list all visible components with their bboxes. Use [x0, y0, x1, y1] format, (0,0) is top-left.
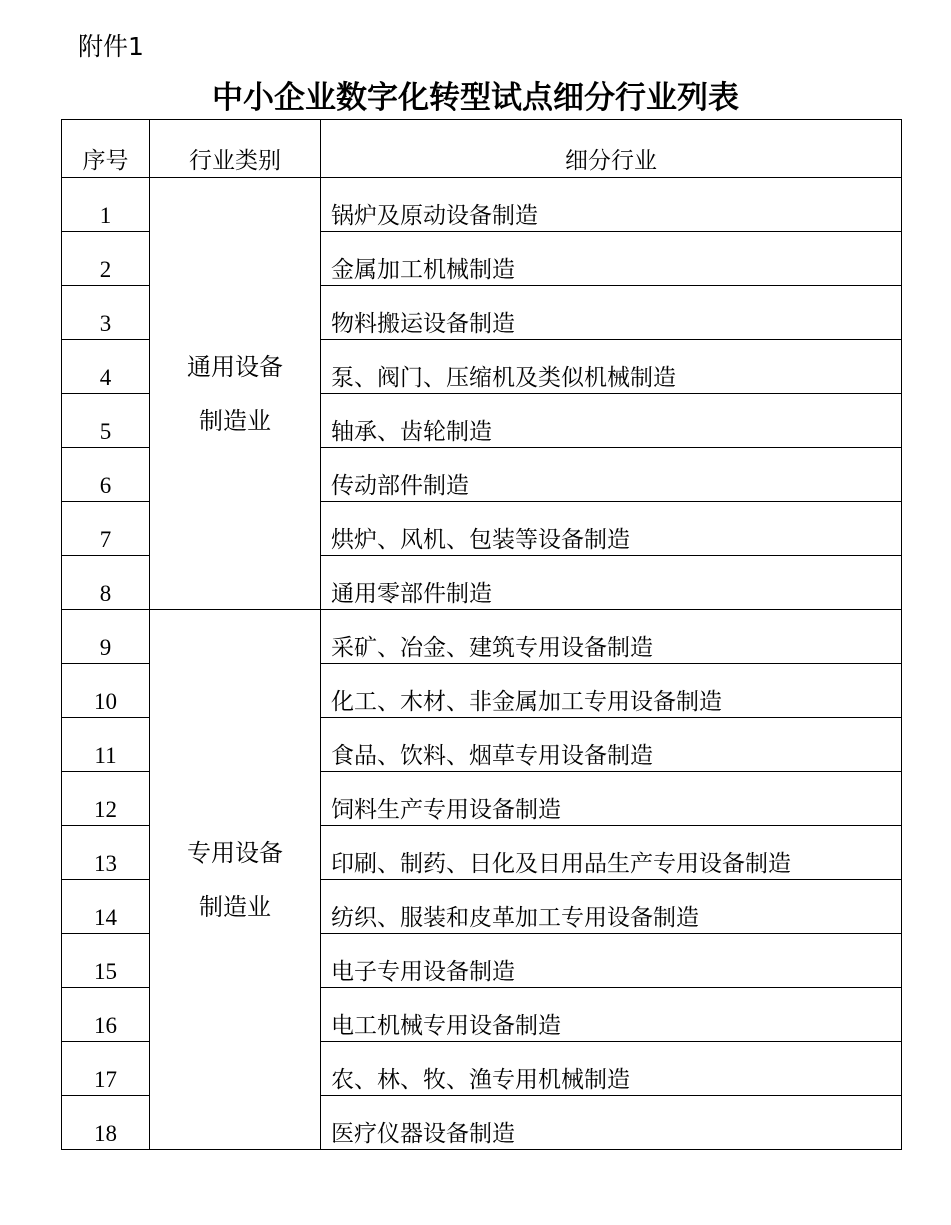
row-subsector: 传动部件制造: [321, 448, 902, 502]
row-subsector: 物料搬运设备制造: [321, 286, 902, 340]
table-row: [62, 178, 902, 232]
row-subsector: 化工、木材、非金属加工专用设备制造: [321, 664, 902, 718]
row-seq: 2: [62, 232, 150, 286]
row-subsector: 食品、饮料、烟草专用设备制造: [321, 718, 902, 772]
row-subsector: 电工机械专用设备制造: [321, 988, 902, 1042]
row-subsector: 烘炉、风机、包装等设备制造: [321, 502, 902, 556]
row-subsector: 饲料生产专用设备制造: [321, 772, 902, 826]
row-seq: 5: [62, 394, 150, 448]
row-seq: 15: [62, 934, 150, 988]
row-subsector: 纺织、服装和皮革加工专用设备制造: [321, 880, 902, 934]
row-seq: 18: [62, 1096, 150, 1150]
row-seq: 10: [62, 664, 150, 718]
row-subsector: 锅炉及原动设备制造: [321, 178, 902, 232]
table-header-row: [62, 120, 902, 178]
row-subsector: 采矿、冶金、建筑专用设备制造: [321, 610, 902, 664]
row-seq: 7: [62, 502, 150, 556]
category-label-line2: 制造业: [199, 892, 271, 921]
row-subsector: 农、林、牧、渔专用机械制造: [321, 1042, 902, 1096]
row-subsector: 金属加工机械制造: [321, 232, 902, 286]
attachment-label: 附件1: [78, 32, 144, 61]
header-category: 行业类别: [150, 120, 321, 178]
row-subsector: 通用零部件制造: [321, 556, 902, 610]
row-seq: 6: [62, 448, 150, 502]
row-seq: 14: [62, 880, 150, 934]
subsector-table: [61, 119, 902, 1150]
document-title: 中小企业数字化转型试点细分行业列表: [212, 80, 739, 116]
category-label-line1: 专用设备: [187, 838, 283, 867]
row-seq: 8: [62, 556, 150, 610]
table-row: [62, 610, 902, 664]
row-seq: 3: [62, 286, 150, 340]
row-subsector: 泵、阀门、压缩机及类似机械制造: [321, 340, 902, 394]
header-subsector: 细分行业: [321, 120, 902, 178]
category-label-line1: 通用设备: [187, 352, 283, 381]
row-seq: 16: [62, 988, 150, 1042]
row-subsector: 医疗仪器设备制造: [321, 1096, 902, 1150]
row-seq: 12: [62, 772, 150, 826]
category-cell: [150, 178, 321, 610]
row-seq: 1: [62, 178, 150, 232]
row-seq: 9: [62, 610, 150, 664]
row-subsector: 印刷、制药、日化及日用品生产专用设备制造: [321, 826, 902, 880]
header-seq: 序号: [62, 120, 150, 178]
table-body: [62, 178, 902, 1150]
row-seq: 17: [62, 1042, 150, 1096]
row-seq: 4: [62, 340, 150, 394]
row-seq: 13: [62, 826, 150, 880]
category-cell: [150, 610, 321, 1150]
row-subsector: 电子专用设备制造: [321, 934, 902, 988]
category-label-line2: 制造业: [199, 406, 271, 435]
row-seq: 11: [62, 718, 150, 772]
row-subsector: 轴承、齿轮制造: [321, 394, 902, 448]
